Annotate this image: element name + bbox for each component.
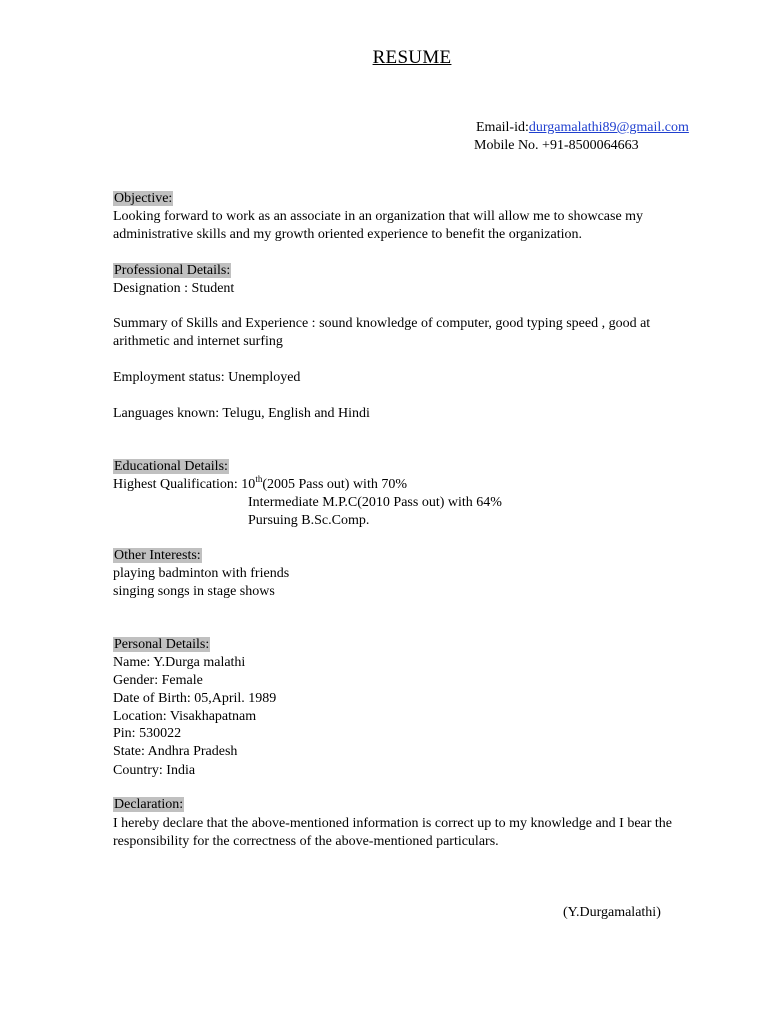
email-line — [476, 119, 689, 137]
personal-state: State: Andhra Pradesh — [113, 744, 238, 759]
personal-heading-text: Personal Details: — [114, 637, 210, 652]
declaration-heading-text: Declaration: — [114, 797, 184, 812]
interests-heading-text: Other Interests: — [114, 548, 201, 563]
interest-item: playing badminton with friends — [113, 566, 290, 581]
personal-name: Name: Y.Durga malathi — [113, 655, 246, 670]
personal-country: Country: India — [113, 763, 196, 778]
objective-text: Looking forward to work as an associate in an organization that will allow me to showcase my administrative skills and my growth oriented experience to benefit the organization. — [113, 209, 644, 242]
objective-heading-text: Objective: — [114, 191, 173, 206]
page-title: RESUME — [372, 47, 452, 68]
qualification-superscript: th — [255, 474, 263, 484]
mobile-number: Mobile No. +91-8500064663 — [474, 138, 639, 153]
designation: Designation : Student — [113, 281, 235, 296]
personal-heading — [113, 636, 210, 654]
professional-heading-text: Professional Details: — [114, 263, 231, 278]
highest-qualification — [113, 476, 407, 494]
objective-heading — [113, 190, 173, 208]
languages-known: Languages known: Telugu, English and Hindi — [113, 406, 370, 421]
education-heading-text: Educational Details: — [114, 459, 228, 474]
qualification-10th: (2005 Pass out) with 70% — [262, 477, 407, 492]
interest-item: singing songs in stage shows — [113, 584, 275, 599]
personal-pin: Pin: 530022 — [113, 726, 182, 741]
declaration-heading — [113, 796, 184, 814]
email-label: Email-id: — [476, 120, 529, 135]
qualification-label: Highest Qualification: 10 — [113, 477, 256, 492]
personal-dob: Date of Birth: 05,April. 1989 — [113, 691, 277, 706]
interests-heading — [113, 547, 202, 565]
employment-status: Employment status: Unemployed — [113, 370, 301, 385]
professional-heading — [113, 262, 231, 280]
qualification-intermediate: Intermediate M.P.C(2010 Pass out) with 64% — [248, 495, 502, 510]
signature-name: (Y.Durgamalathi) — [563, 905, 661, 920]
personal-gender: Gender: Female — [113, 673, 203, 688]
declaration-text: I hereby declare that the above-mentioned information is correct up to my knowledge and I bear the responsibility for the correctness of the above-mentioned particulars. — [113, 816, 673, 849]
education-heading — [113, 458, 229, 476]
qualification-bsc: Pursuing B.Sc.Comp. — [248, 513, 370, 528]
skills-summary: Summary of Skills and Experience : sound knowledge of computer, good typing speed , good at arithmetic and internet surfing — [113, 316, 651, 349]
email-link[interactable]: durgamalathi89@gmail.com — [528, 120, 689, 135]
personal-location: Location: Visakhapatnam — [113, 709, 257, 724]
